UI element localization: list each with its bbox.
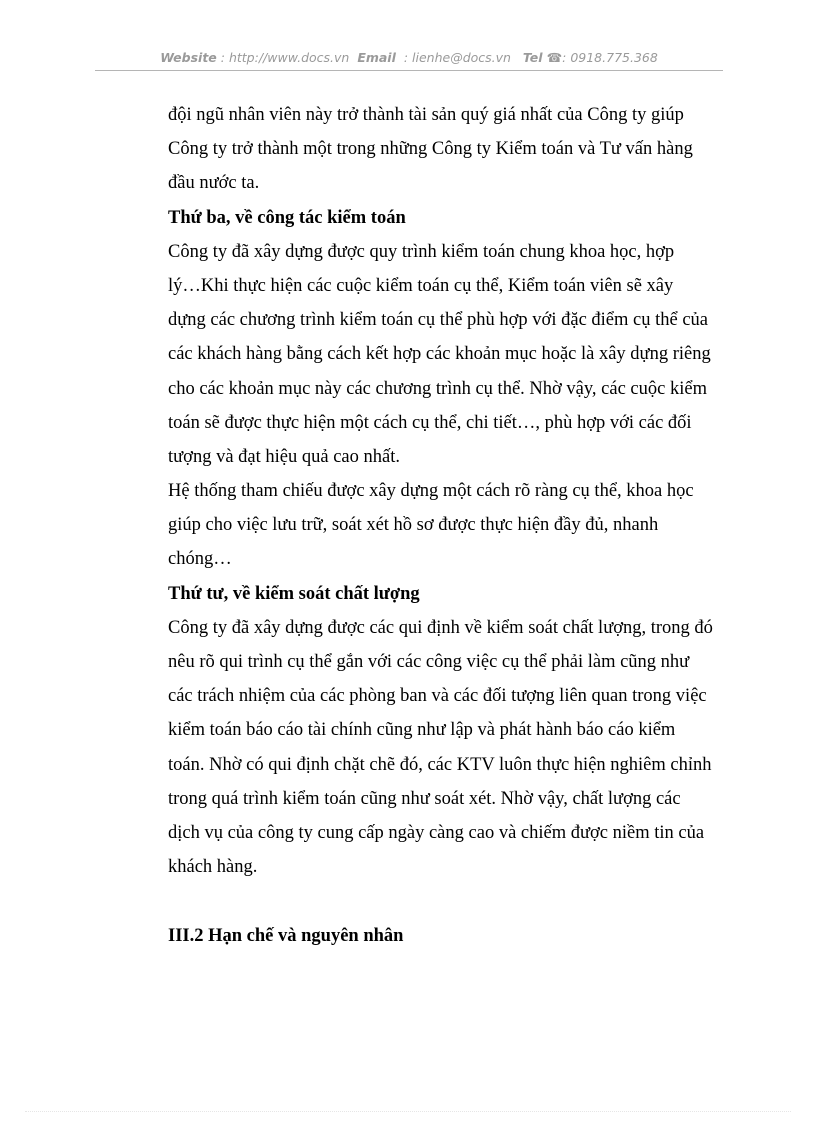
text-line: Công ty trở thành một trong những Công ty Kiểm toán và Tư vấn hàng xyxy=(168,139,693,160)
text-line: cho các khoản mục này các chương trình cụ thể. Nhờ vậy, các cuộc kiểm xyxy=(168,378,707,399)
text-line: toán. Nhờ có qui định chặt chẽ đó, các KTV luôn thực hiện nghiêm chỉnh xyxy=(168,754,712,775)
text-line: trong quá trình kiểm toán cũng như soát xét. Nhờ vậy, chất lượng các xyxy=(168,788,681,809)
blank-line xyxy=(168,884,728,918)
text-line: khách hàng. xyxy=(168,857,258,878)
paragraph-audit-process xyxy=(168,235,728,474)
text-line: Công ty đã xây dựng được các qui định về kiểm soát chất lượng, trong đó xyxy=(168,617,713,638)
email-label: Email xyxy=(357,50,396,65)
text-line: kiểm toán báo cáo tài chính cũng như lập và phát hành báo cáo kiểm xyxy=(168,720,676,741)
text-line: tượng và đạt hiệu quả cao nhất. xyxy=(168,446,400,467)
page-header xyxy=(95,50,723,65)
text-line: đầu nước ta. xyxy=(168,173,260,194)
phone-icon: ☎ xyxy=(546,50,563,65)
section-heading: III.2 Hạn chế và nguyên nhân xyxy=(168,925,404,946)
text-line: các trách nhiệm của các phòng ban và các đối tượng liên quan trong việc xyxy=(168,686,707,707)
header-divider xyxy=(95,70,723,71)
subheading-quality-control: Thứ tư, về kiểm soát chất lượng xyxy=(168,583,420,604)
text-line: đội ngũ nhân viên này trở thành tài sản quý giá nhất của Công ty giúp xyxy=(168,105,684,125)
tel-label: Tel xyxy=(522,50,543,65)
tel-value: : 0918.775.368 xyxy=(562,50,658,65)
text-line: Hệ thống tham chiếu được xây dựng một cách rõ ràng cụ thể, khoa học xyxy=(168,481,694,502)
text-line: dịch vụ của công ty cung cấp ngày càng cao và chiếm được niềm tin của xyxy=(168,822,705,843)
website-value: : http://www.docs.vn xyxy=(220,50,350,65)
paragraph-quality-control xyxy=(168,611,728,885)
text-line: toán sẽ được thực hiện một cách cụ thể, chi tiết…, phù hợp với các đối xyxy=(168,412,692,433)
website-label: Website xyxy=(160,50,217,65)
text-line: Công ty đã xây dựng được quy trình kiểm toán chung khoa học, hợp xyxy=(168,241,675,262)
paragraph-staff xyxy=(168,98,728,201)
text-line: dựng các chương trình kiểm toán cụ thể phù hợp với đặc điểm cụ thể của xyxy=(168,310,709,331)
text-line: giúp cho việc lưu trữ, soát xét hồ sơ được thực hiện đầy đủ, nhanh xyxy=(168,515,659,536)
paragraph-reference-system xyxy=(168,474,728,577)
text-line: các khách hàng bằng cách kết hợp các khoản mục hoặc là xây dựng riêng xyxy=(168,344,711,365)
document-body xyxy=(168,98,728,953)
text-line: lý…Khi thực hiện các cuộc kiểm toán cụ thể, Kiểm toán viên sẽ xây xyxy=(168,275,674,296)
footer-divider xyxy=(25,1111,791,1112)
text-line: nêu rõ qui trình cụ thể gắn với các công việc cụ thể phải làm cũng như xyxy=(168,652,690,672)
email-value: : lienhe@docs.vn xyxy=(403,50,511,65)
subheading-audit-work: Thứ ba, về công tác kiểm toán xyxy=(168,207,406,228)
text-line: chóng… xyxy=(168,549,232,570)
